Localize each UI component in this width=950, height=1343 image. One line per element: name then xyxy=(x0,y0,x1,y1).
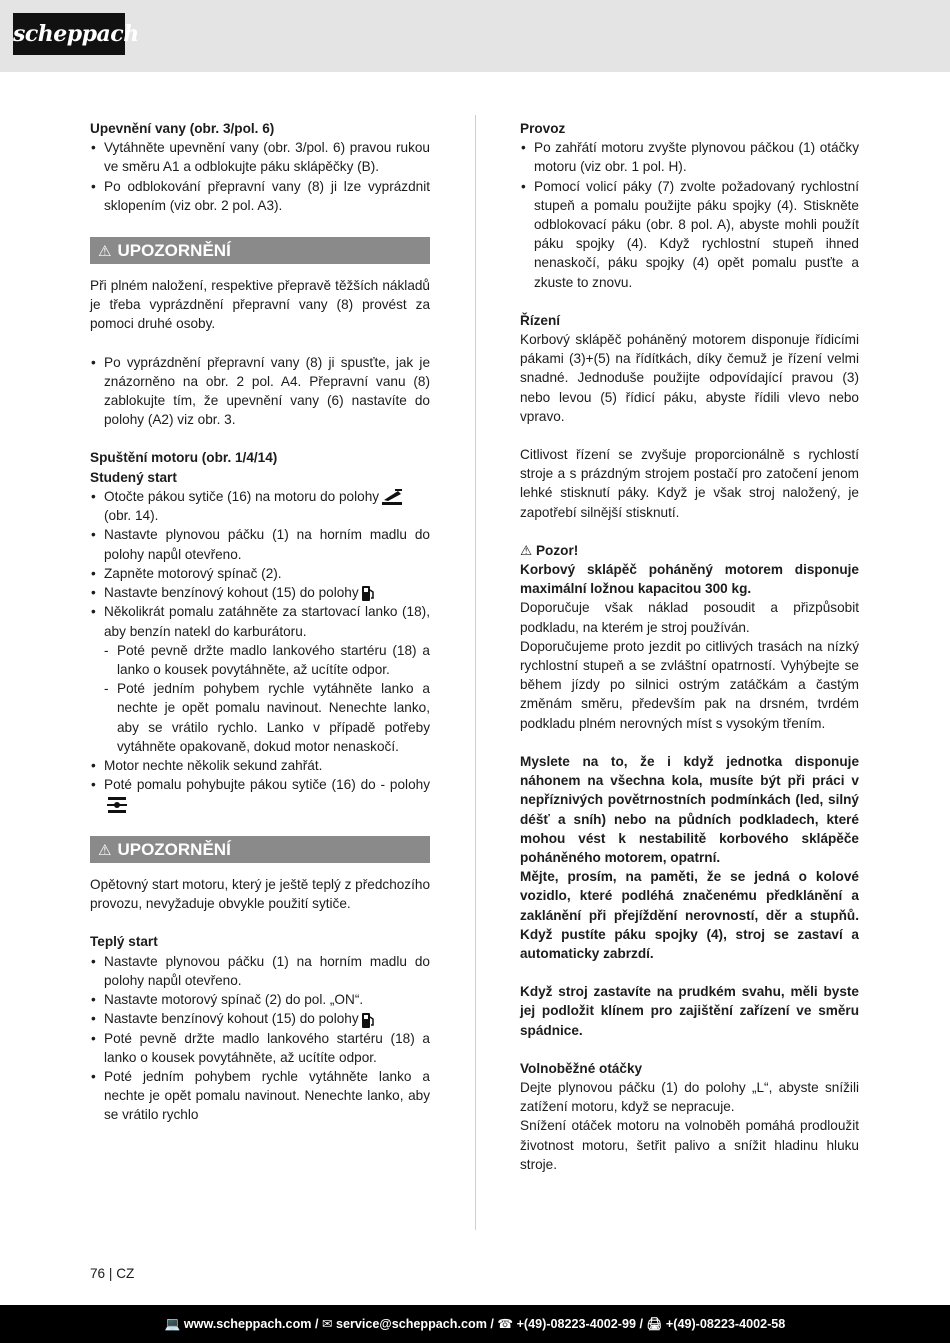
page-header xyxy=(0,0,950,72)
warning-banner xyxy=(90,237,430,264)
list-item xyxy=(90,583,430,602)
list-item: • Po vyprázdnění přepravní vany (8) ji spusťte, jak je znázorněno na obr. 2 pol. A4. Přepravní vanu (8) zablokujte tím, že upevnění vany (6) nastavíte do polohy (A2) viz obr. 3. xyxy=(90,353,430,430)
list-item: • Nastavte motorový spínač (2) do pol. „ON“. xyxy=(90,990,430,1009)
list-item-text: Nastavte benzínový kohout (15) do polohy xyxy=(104,1011,359,1027)
list-item: • Poté pevně držte madlo lankového startéru (18) a lanko o kousek povytáhněte, až ucítíte odpor. xyxy=(90,1029,430,1067)
list-item-text: (obr. 14). xyxy=(104,508,159,524)
list-item: • Zapněte motorový spínač (2). xyxy=(90,564,430,583)
list-item: • Nastavte plynovou páčku (1) na horním madlu do polohy napůl otevřeno. xyxy=(90,952,430,990)
operation-list xyxy=(520,138,859,292)
list-item: • Po zahřátí motoru zvyšte plynovou páčkou (1) otáčky motoru (viz obr. 1 pol. H). xyxy=(520,138,859,176)
contact-footer xyxy=(0,1305,950,1343)
heading-idle-speed: Volnoběžné otáčky xyxy=(520,1060,643,1076)
paragraph-bold: Myslete na to, že i když jednotka disponuje náhonem na všechna kola, musíte být při práci v nepříznivých povětrnostních podmínkách (led, silný déšť a sníh) nebo na půdních podkladech, které mohou vést k nestabilitě korbového sklápěče poháněného motorem, opatrní. xyxy=(520,753,859,865)
warning-triangle-icon: ⚠ xyxy=(98,243,112,261)
list-item xyxy=(90,487,430,526)
list-item: • Vytáhněte upevnění vany (obr. 3/pol. 6) pravou rukou ve směru A1 a odblokujte páku sklápěčky (B). xyxy=(90,138,430,176)
cold-start-list xyxy=(90,487,430,814)
choke-closed-icon xyxy=(381,488,403,506)
warning-title: UPOZORNĚNÍ xyxy=(117,839,231,859)
list-item: • Motor nechte několik sekund zahřát. xyxy=(90,756,430,775)
heading-engine-start: Spuštění motoru (obr. 1/4/14) xyxy=(90,450,278,466)
column-divider xyxy=(475,115,476,1230)
page-number-value: 76 xyxy=(90,1266,106,1281)
tub-lowering-list xyxy=(90,353,430,430)
warning-triangle-icon: ⚠ xyxy=(520,542,536,558)
list-item: • Pomocí volicí páky (7) zvolte požadovaný rychlostní stupeň a pomalu použijte páku spojky (4). Stiskněte odblokovací páku (obr. 8 pol. A), abyste mohli použít páku spojky (4). Když rychlostní stupeň ihned nenaskočí, páku spojky (4) opět pomalu pusťte a zkuste to znovu. xyxy=(520,177,859,292)
list-item xyxy=(90,775,430,814)
list-subitem: - Poté pevně držte madlo lankového startéru (18) a lanko o kousek povytáhněte, až ucítíte odpor. xyxy=(90,641,430,679)
heading-operation: Provoz xyxy=(520,121,566,136)
list-item-text: Nastavte benzínový kohout (15) do polohy xyxy=(104,585,359,601)
heading-steering: Řízení xyxy=(520,312,561,328)
page-language: CZ xyxy=(116,1266,135,1281)
list-item: • Několikrát pomalu zatáhněte za startovací lanko (18), aby benzín natekl do karburátoru. xyxy=(90,602,430,640)
heading-cold-start: Studený start xyxy=(90,469,177,485)
page-number: 76 | CZ xyxy=(90,1266,135,1281)
paragraph: Citlivost řízení se zvyšuje proporcionálně s rychlostí stroje a s prázdným strojem postačí pro zatočení jenom lehké stisknutí páky. Když je však stroj naložený, je zapotřebí silnější stisknutí. xyxy=(520,447,859,520)
fuel-pump-icon xyxy=(361,1011,375,1029)
paragraph: Korbový sklápěč poháněný motorem disponuje řídicími pákami (3)+(5) na řídítkách, díky čemuž je řízení velmi snadné. Jednoduše použijte odpovídající pravou (3) nebo levou (5) řídicí páku, abyste řídili vlevo nebo vpravo. xyxy=(520,332,859,424)
paragraph: Doporučujeme proto jezdit po citlivých trasách na nízký rychlostní stupeň a se zvláštní opatrností. Vyhýbejte se během jízdy po silnici ostrým zatáčkám a častým změnám směru, především pak na drsném, tvrdém podkladu plném nerovných míst s vysokým třením. xyxy=(520,638,859,731)
choke-open-icon xyxy=(106,796,128,814)
warning-banner xyxy=(90,836,430,863)
paragraph: Dejte plynovou páčku (1) do polohy „L“, abyste snížili zatížení motoru, když se nepracuje. xyxy=(520,1079,859,1115)
heading-caution-text: Pozor! xyxy=(535,542,579,558)
warm-start-list xyxy=(90,952,430,1125)
fuel-pump-icon xyxy=(361,584,375,602)
left-column xyxy=(90,119,430,1125)
list-item: • Poté jedním pohybem rychle vytáhněte lanko a nechte je opět pomalu navinout. Nenechte lanko, aby se vrátilo rychlo xyxy=(90,1067,430,1125)
heading-tub-fixing: Upevnění vany (obr. 3/pol. 6) xyxy=(90,121,275,136)
list-item-text: Otočte pákou sytiče (16) na motoru do polohy xyxy=(104,488,380,504)
warning-triangle-icon: ⚠ xyxy=(98,841,112,859)
warning-text: Při plném naložení, respektive přepravě těžších nákladů je třeba vyprázdnění přepravní vany (8) provést za pomoci druhé osoby. xyxy=(90,278,430,332)
footer-contact-text: 💻 www.scheppach.com / ✉ service@scheppach.com / ☎ +(49)-08223-4002-99 / 🖨 +(49)-08223-4002-58 xyxy=(164,1317,786,1331)
paragraph-bold: Mějte, prosím, na paměti, že se jedná o kolové vozidlo, které podléhá značenému předklánění a zaklánění při přejíždění nerovností, děr a stupňů. Když pustíte páku spojky (4), stroj se zastaví a automaticky zabrzdí. xyxy=(520,869,859,961)
heading-caution xyxy=(520,541,859,560)
list-item-text: Poté pomalu pohybujte pákou sytiče (16) do - polohy xyxy=(104,777,430,793)
list-item xyxy=(90,1009,430,1028)
list-item: • Po odblokování přepravní vany (8) ji lze vyprázdnit sklopením (viz obr. 2 pol. A3). xyxy=(90,177,430,215)
warning-text: Opětovný start motoru, který je ještě teplý z předchozího provozu, nevyžaduje obvykle použití sytiče. xyxy=(90,876,431,912)
heading-warm-start: Teplý start xyxy=(90,934,158,950)
paragraph: Doporučuje však náklad posoudit a přizpůsobit podkladu, na kterém je stroj používán. xyxy=(520,600,859,635)
warning-title: UPOZORNĚNÍ xyxy=(117,241,231,261)
paragraph-bold: Korbový sklápěč poháněný motorem disponuje maximální ložnou kapacitou 300 kg. xyxy=(520,562,859,597)
scheppach-logo: scheppach xyxy=(13,13,125,55)
list-item: • Nastavte plynovou páčku (1) na horním madlu do polohy napůl otevřeno. xyxy=(90,525,430,563)
paragraph-bold: Když stroj zastavíte na prudkém svahu, měli byste jej podložit klínem pro zajištění zařízení ve směru spádnice. xyxy=(520,984,859,1038)
right-column xyxy=(520,119,859,1174)
list-subitem: - Poté jedním pohybem rychle vytáhněte lanko a nechte je opět pomalu navinout. Nenechte lanko, aby se vrátilo rychlo. Lanko v případě potřeby vytáhněte opakovaně, dokud motor nenaskočí. xyxy=(90,679,430,756)
paragraph: Snížení otáček motoru na volnoběh pomáhá prodloužit životnost motoru, šetřit palivo a snížit hladinu hluku stroje. xyxy=(520,1118,859,1172)
tub-fixing-list xyxy=(90,138,430,215)
